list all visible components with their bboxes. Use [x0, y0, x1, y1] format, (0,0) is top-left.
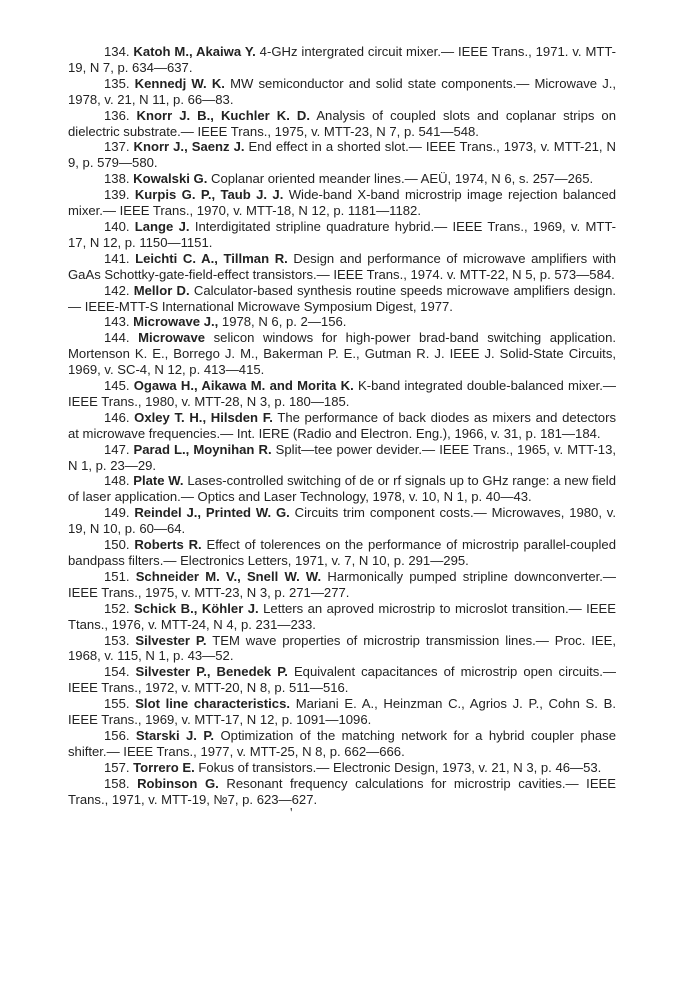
entry-text: Effect of tolerences on the performance of microstrip parallel-coupled bandpass filters.— Electronics Letters, 1971, v. 7, N 10, p. 291—295. — [68, 537, 617, 568]
list-item — [68, 442, 616, 474]
entry-text: Mariani E. A., Heinzman C., Agrios J. P., Cohn S. B. IEEE Trans., 1969, v. MTT-17, N 12, p. 1091—1096. — [68, 696, 617, 728]
entry-number: 148. — [104, 473, 130, 489]
list-item — [68, 473, 616, 505]
entry-authors: Silvester P., Benedek P. — [135, 664, 288, 680]
list-item — [68, 633, 616, 665]
entry-text: Lases-controlled switching of de or rf signals up to GHz range: a new field of laser application.— Optics and Laser Technology, 1978, v. 10, N 1, p. 40—43. — [68, 473, 616, 505]
entry-number: 154. — [104, 664, 130, 680]
entry-number: 141. — [104, 250, 130, 266]
reference-list — [68, 44, 616, 808]
entry-text: MW semiconductor and solid state components.— Microwave J., 1978, v. 21, N 11, p. 66—83. — [68, 75, 617, 107]
entry-authors: Kurpis G. P., Taub J. J. — [134, 187, 284, 203]
entry-authors: Plate W. — [133, 473, 184, 489]
entry-number: 157. — [104, 759, 130, 775]
entry-text: Analysis of coupled slots and coplanar strips on dielectric substrate.— IEEE Trans., 1975, v. MTT-23, N 7, p. 541—548. — [68, 107, 616, 139]
entry-text: Optimization of the matching network for a hybrid coupler phase shifter.— IEEE Trans., 1977, v. MTT-25, N 8, p. 662—666. — [68, 727, 617, 759]
entry-number: 151. — [104, 568, 130, 584]
entry-text: Calculator-based synthesis routine speeds microwave amplifiers design.— IEEE-MTT-S International Microwave Symposium Digest, 1977. — [68, 282, 616, 314]
entry-authors: Schick B., Köhler J. — [133, 600, 259, 616]
list-item — [68, 410, 616, 442]
entry-number: 140. — [104, 218, 130, 234]
list-item — [68, 283, 616, 315]
entry-authors: Katoh M., Akaiwa Y. — [133, 44, 256, 59]
list-item — [68, 108, 616, 140]
entry-authors: Microwave — [138, 330, 206, 346]
entry-text: End effect in a shorted slot.— IEEE Trans., 1973, v. MTT-21, N 9, p. 579—580. — [68, 139, 616, 171]
entry-number: 149. — [104, 505, 130, 521]
list-item — [68, 330, 616, 378]
list-item — [68, 76, 616, 108]
entry-number: 137. — [104, 139, 130, 155]
entry-number: 142. — [104, 282, 130, 298]
entry-number: 158. — [104, 775, 130, 791]
entry-number: 150. — [104, 537, 130, 553]
list-item — [68, 664, 616, 696]
entry-authors: Slot line characteristics. — [135, 696, 290, 712]
entry-text: Harmonically pumped stripline downconverter.— IEEE Trans., 1975, v. MTT-23, N 3, p. 271—277. — [68, 568, 616, 600]
entry-number: 139. — [104, 187, 130, 203]
entry-text: Letters an aproved microstrip to microslot transition.— IEEE Ttans., 1976, v. MTT-24, N 4, p. 231—233. — [68, 600, 617, 632]
entry-number: 152. — [104, 600, 130, 616]
entry-text: TEM wave properties of microstrip transmission lines.— Proc. IEE, 1968, v. 115, N 1, p. 43—52. — [68, 632, 617, 664]
entry-authors: Parad L., Moynihan R. — [133, 441, 272, 457]
entry-authors: Kowalski G. — [133, 171, 208, 187]
entry-authors: Reindel J., Printed W. G. — [134, 505, 290, 521]
entry-authors: Robinson G. — [137, 775, 219, 791]
footer-mark: ' — [290, 806, 293, 821]
entry-authors: Starski J. P. — [135, 727, 215, 743]
entry-text: Equivalent capacitances of microstrip open circuits.— IEEE Trans., 1972, v. MTT-20, N 8, p. 511—516. — [68, 664, 617, 696]
entry-text: K-band integrated double-balanced mixer.— IEEE Trans., 1980, v. MTT-28, N 3, p. 180—185. — [68, 378, 617, 409]
entry-text: Resonant frequency calculations for microstrip cavities.— IEEE Trans., 1971, v. MTT-19, №7, p. 623—627. — [68, 775, 617, 807]
entry-text: Circuits trim component costs.— Microwaves, 1980, v. 19, N 10, p. 60—64. — [68, 505, 617, 537]
entry-number: 145. — [104, 378, 130, 394]
entry-authors: Kennedj W. K. — [134, 75, 225, 91]
entry-authors: Oxley T. H., Hilsden F. — [134, 409, 273, 425]
entry-number: 135. — [104, 75, 130, 91]
entry-text: 1978, N 6, p. 2—156. — [221, 314, 347, 330]
entry-text: Coplanar oriented meander lines.— AEÜ, 1974, N 6, s. 257—265. — [211, 171, 594, 187]
list-item — [68, 569, 616, 601]
entry-authors: Schneider M. V., Snell W. W. — [135, 568, 322, 584]
entry-number: 155. — [104, 696, 130, 712]
entry-authors: Leichti C. A., Tillman R. — [135, 250, 288, 266]
list-item — [68, 601, 616, 633]
entry-text: Split—tee power devider.— IEEE Trans., 1965, v. MTT-13, N 1, p. 23—29. — [68, 441, 616, 473]
entry-text: 4-GHz intergrated circuit mixer.— IEEE Trans., 1971. v. MTT-19, N 7, p. 634—637. — [68, 44, 617, 75]
list-item — [68, 251, 616, 283]
list-item — [68, 776, 616, 808]
entry-authors: Roberts R. — [134, 537, 202, 553]
entry-authors: Lange J. — [134, 218, 190, 234]
entry-text: Wide-band X-band microstrip image rejection balanced mixer.— IEEE Trans., 1970, v. MTT-18, N 12, p. 1181—1182. — [68, 187, 617, 219]
entry-authors: Knorr J. B., Kuchler K. D. — [136, 107, 310, 123]
entry-number: 136. — [104, 107, 130, 123]
list-item — [68, 171, 616, 187]
entry-authors: Microwave J., — [133, 314, 219, 330]
entry-authors: Ogawa H., Aikawa M. and Morita K. — [133, 378, 354, 394]
list-item — [68, 44, 616, 76]
entry-authors: Mellor D. — [133, 282, 190, 298]
entry-number: 156. — [104, 727, 130, 743]
entry-number: 146. — [104, 409, 130, 425]
entry-authors: Silvester P. — [135, 632, 207, 648]
entry-authors: Knorr J., Saenz J. — [133, 139, 245, 155]
entry-text: The performance of back diodes as mixers and detectors at microwave frequencies.— Int. IERE (Radio and Electron. Eng.), 1966, v. 31, p. 181—184. — [68, 409, 616, 441]
list-item — [68, 187, 616, 219]
entry-text: Interdigitated stripline quadrature hybrid.— IEEE Trans., 1969, v. MTT-17, N 12, p. 1150—1151. — [68, 218, 616, 250]
entry-text: Design and performance of microwave amplifiers with GaAs Schottky-gate-field-effect transistors.— IEEE Trans., 1974. v. MTT-22, N 5, p. 573—584. — [68, 250, 617, 282]
entry-number: 144. — [104, 330, 130, 346]
list-item — [68, 139, 616, 171]
list-item — [68, 378, 616, 410]
entry-number: 134. — [104, 44, 130, 59]
list-item — [68, 537, 616, 569]
list-item — [68, 696, 616, 728]
list-item — [68, 728, 616, 760]
entry-text: selicon windows for high-power brad-band switching application. Mortenson K. E., Borrego J. M., Bakerman P. E., Gutman R. J. IEEE J. Solid-State Circuits, 1969, v. SC-4, N 12, p. 413—415. — [68, 330, 616, 378]
entry-number: 138. — [104, 171, 130, 187]
entry-number: 147. — [104, 441, 130, 457]
list-item — [68, 760, 616, 776]
list-item — [68, 314, 616, 330]
entry-text: Fokus of transistors.— Electronic Design, 1973, v. 21, N 3, p. 46—53. — [198, 759, 602, 775]
entry-number: 143. — [104, 314, 130, 330]
list-item — [68, 219, 616, 251]
list-item — [68, 505, 616, 537]
entry-authors: Torrero E. — [133, 759, 195, 775]
entry-number: 153. — [104, 632, 130, 648]
